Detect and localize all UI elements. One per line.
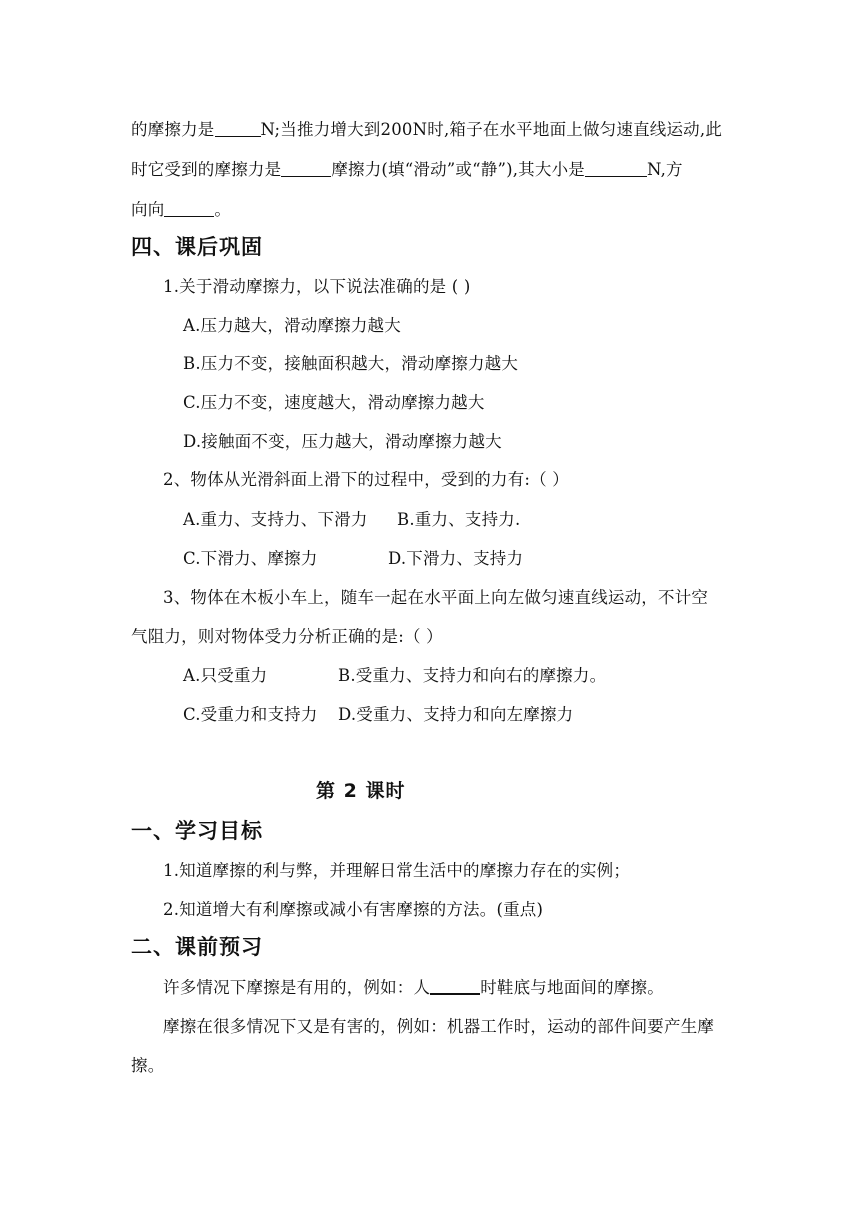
question-3-stem-line-1: 3、物体在木板小车上，随车一起在水平面上向左做匀速直线运动，不计空 [163, 588, 709, 607]
section-heading-2: 二、课前预习 [131, 935, 263, 959]
question-3-option-a: A.只受重力 [183, 666, 268, 685]
question-3-option-d: D.受重力、支持力和向左摩擦力 [338, 705, 574, 724]
question-2-option-d: D.下滑力、支持力 [388, 549, 524, 568]
question-1-option-d: D.接触面不变，压力越大，滑动摩擦力越大 [183, 432, 502, 451]
text: 。 [214, 200, 232, 219]
question-3-stem-line-2: 气阻力，则对物体受力分析正确的是:（ ） [131, 627, 443, 646]
answer-blank [215, 120, 261, 137]
text: N;当推力增大到200N时,箱子在水平地面上做匀速直线运动,此 [260, 120, 723, 139]
question-2-stem: 2、物体从光滑斜面上滑下的过程中，受到的力有:（ ） [163, 470, 570, 489]
text: N,方 [646, 160, 683, 179]
intro-line-3 [131, 200, 231, 220]
section-heading-1: 一、学习目标 [131, 819, 263, 843]
text: 时它受到的摩擦力是 [131, 160, 282, 179]
preview-paragraph-2-line-1: 摩擦在很多情况下又是有害的，例如：机器工作时，运动的部件间要产生摩 [163, 1017, 715, 1036]
text: 向向 [131, 200, 165, 219]
question-3-option-c: C.受重力和支持力 [183, 705, 318, 724]
intro-line-2 [131, 160, 683, 180]
text: 许多情况下摩擦是有用的，例如：人 [163, 978, 431, 997]
answer-blank [164, 200, 214, 217]
text: 摩擦力(填“滑动”或“静”),其大小是 [331, 160, 585, 179]
question-1-option-c: C.压力不变，速度越大，滑动摩擦力越大 [183, 393, 485, 412]
answer-blank [281, 160, 331, 177]
lesson-title: 第 2 课时 [316, 780, 406, 802]
objective-item-2: 2.知道增大有利摩擦或减小有害摩擦的方法。(重点) [163, 900, 544, 919]
preview-paragraph-2-line-2: 擦。 [131, 1056, 165, 1075]
question-2-option-c: C.下滑力、摩擦力 [183, 549, 318, 568]
question-1-stem: 1.关于滑动摩擦力，以下说法准确的是 ( ) [163, 277, 471, 296]
question-1-option-b: B.压力不变，接触面积越大，滑动摩擦力越大 [183, 354, 519, 373]
text: 的摩擦力是 [131, 120, 215, 139]
preview-paragraph-1 [163, 977, 664, 998]
question-2-option-a: A.重力、支持力、下滑力 [183, 510, 368, 529]
question-2-option-b: B.重力、支持力. [397, 510, 521, 529]
objective-item-1: 1.知道摩擦的利与弊，并理解日常生活中的摩擦力存在的实例； [163, 861, 631, 880]
text: 时鞋底与地面间的摩擦。 [480, 978, 664, 997]
section-heading-4: 四、课后巩固 [131, 235, 263, 259]
answer-blank [585, 160, 647, 177]
question-1-option-a: A.压力越大，滑动摩擦力越大 [183, 316, 401, 335]
question-3-option-b: B.受重力、支持力和向右的摩擦力。 [338, 666, 607, 685]
intro-line-1 [131, 120, 722, 140]
answer-blank [430, 977, 480, 995]
